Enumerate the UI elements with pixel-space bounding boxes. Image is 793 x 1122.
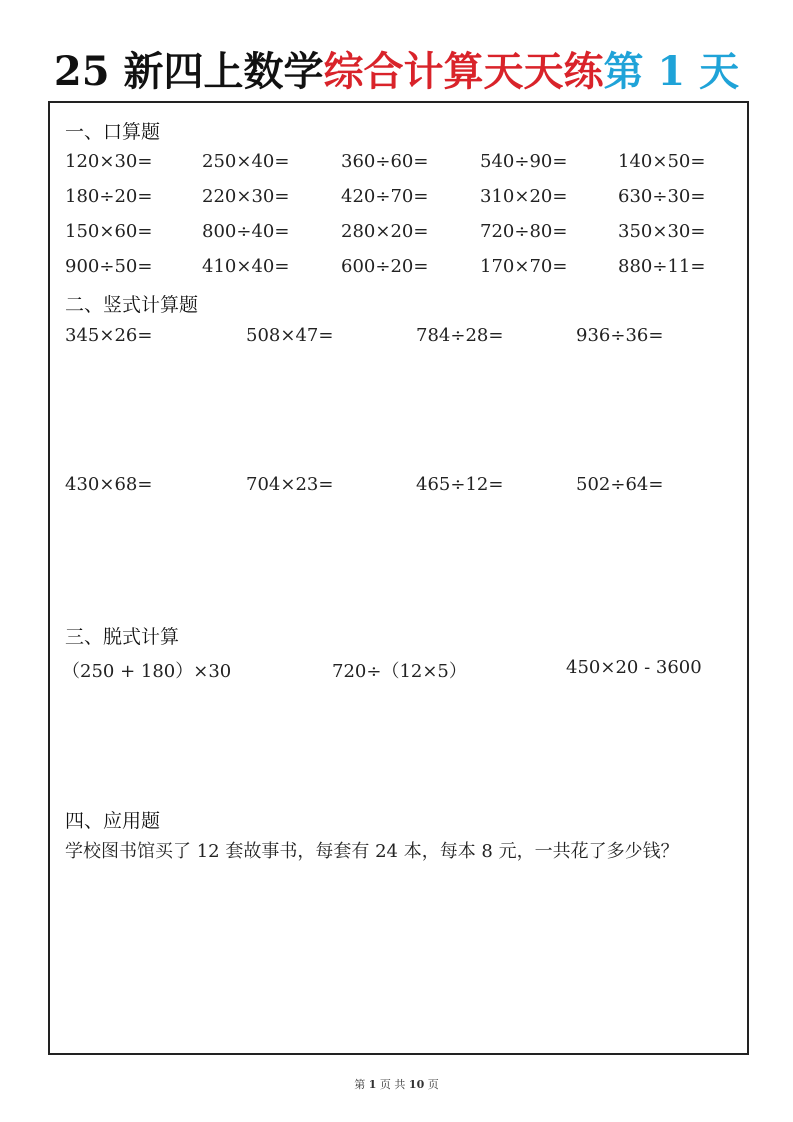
oral-problem: 310×20= xyxy=(480,186,568,207)
oral-problem: 360÷60= xyxy=(341,151,429,172)
application-problem: 学校图书馆买了 12 套故事书，每套有 24 本，每本 8 元，一共花了多少钱？ xyxy=(65,841,679,862)
section-stepwise-title: 三、脱式计算 xyxy=(65,626,180,648)
stepwise-problem: 720÷（12×5） xyxy=(332,661,467,682)
vertical-problem: 936÷36= xyxy=(576,325,664,346)
vertical-problem: 502÷64= xyxy=(576,474,664,495)
oral-problem: 120×30= xyxy=(65,151,153,172)
stepwise-problem: （250 + 180）×30 xyxy=(62,661,232,682)
footer-middle: 页 共 xyxy=(379,1078,406,1091)
oral-problem: 900÷50= xyxy=(65,256,153,277)
section-oral-title: 一、口算题 xyxy=(65,121,161,143)
oral-problem: 540÷90= xyxy=(480,151,568,172)
section-application-title: 四、应用题 xyxy=(65,810,161,832)
oral-problem: 170×70= xyxy=(480,256,568,277)
oral-problem: 600÷20= xyxy=(341,256,429,277)
stepwise-problem: 450×20 - 3600 xyxy=(566,657,702,678)
oral-problem: 350×30= xyxy=(618,221,706,242)
oral-problem: 880÷11= xyxy=(618,256,706,277)
footer-page-number: 1 xyxy=(368,1078,377,1091)
oral-problem: 250×40= xyxy=(202,151,290,172)
vertical-problem: 704×23= xyxy=(246,474,334,495)
oral-problem: 720÷80= xyxy=(480,221,568,242)
title-grade: 25 新四上数学 xyxy=(53,48,324,95)
oral-problem: 410×40= xyxy=(202,256,290,277)
page-footer xyxy=(0,1076,793,1092)
title-topic: 综合计算天天练 xyxy=(323,48,604,95)
oral-problem: 180÷20= xyxy=(65,186,153,207)
section-vertical-title: 二、竖式计算题 xyxy=(65,294,199,316)
oral-problem: 800÷40= xyxy=(202,221,290,242)
oral-problem: 630÷30= xyxy=(618,186,706,207)
vertical-problem: 430×68= xyxy=(65,474,153,495)
footer-total-pages: 10 xyxy=(408,1078,425,1091)
page-title xyxy=(0,44,793,100)
footer-suffix: 页 xyxy=(427,1078,439,1091)
vertical-problem: 345×26= xyxy=(65,325,153,346)
footer-prefix: 第 xyxy=(354,1078,366,1091)
oral-problem: 280×20= xyxy=(341,221,429,242)
oral-problem: 420÷70= xyxy=(341,186,429,207)
oral-problem: 150×60= xyxy=(65,221,153,242)
vertical-problem: 508×47= xyxy=(246,325,334,346)
worksheet-frame xyxy=(48,101,749,1055)
vertical-problem: 784÷28= xyxy=(416,325,504,346)
vertical-problem: 465÷12= xyxy=(416,474,504,495)
oral-problem: 220×30= xyxy=(202,186,290,207)
title-day: 第 1 天 xyxy=(603,48,740,95)
oral-problem: 140×50= xyxy=(618,151,706,172)
